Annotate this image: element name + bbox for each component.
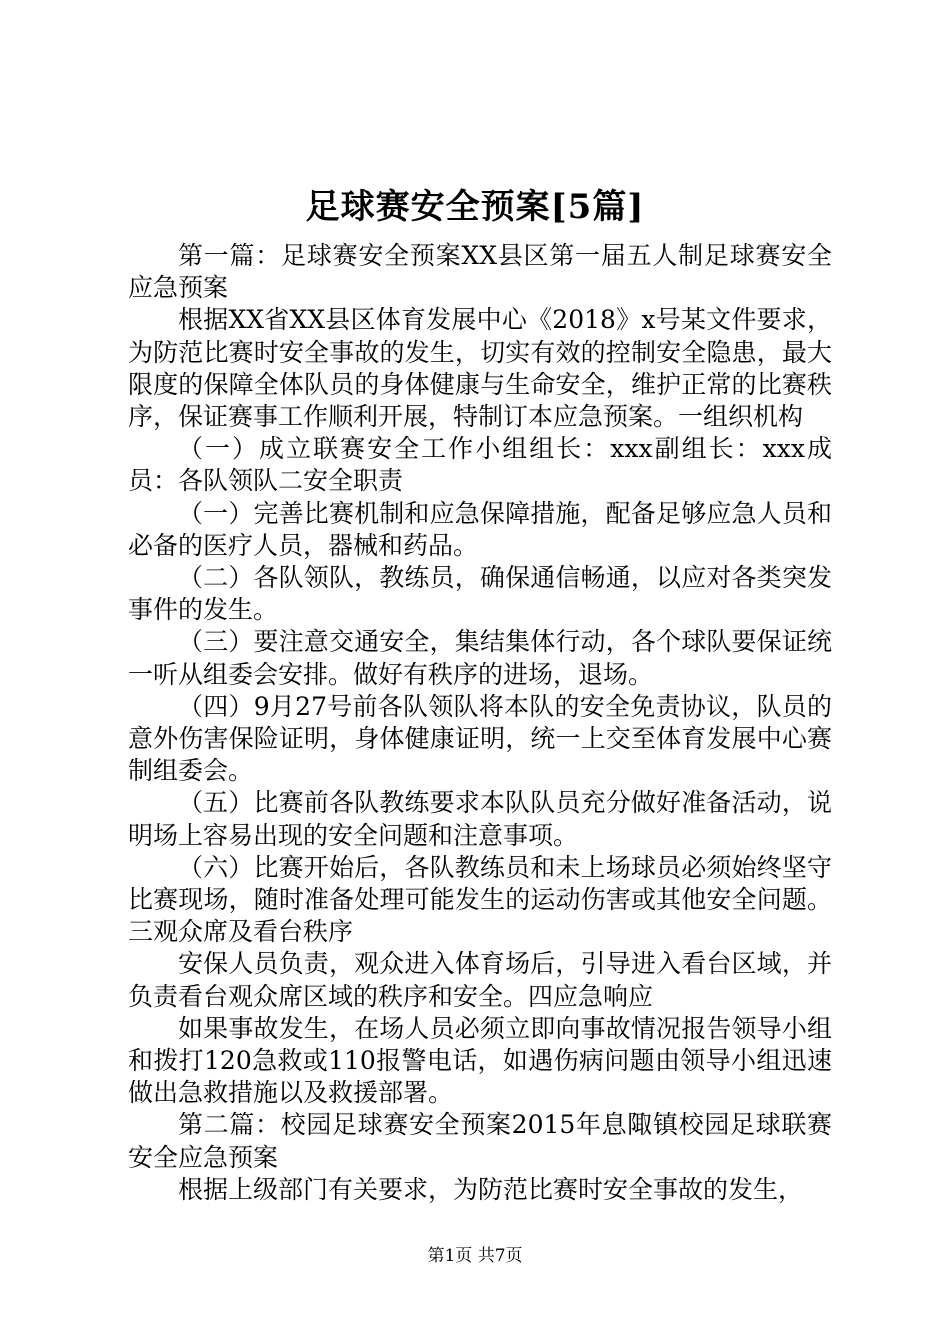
paragraph-7: （四）9月27号前各队领队将本队的安全免责协议，队员的意外伤害保险证明，身体健康证明，统一上交至体育发展中心赛制组委会。 [128,691,832,786]
page-footer: 第1页 共7页 [427,1246,523,1266]
paragraph-4: （一）完善比赛机制和应急保障措施，配备足够应急人员和必备的医疗人员，器械和药品。 [128,498,832,560]
paragraph-13: 根据上级部门有关要求，为防范比赛时安全事故的发生， [178,1174,804,1204]
paragraph-8: （五）比赛前各队教练要求本队队员充分做好准备活动，说明场上容易出现的安全问题和注意事项。 [128,788,832,850]
paragraph-11: 如果事故发生，在场人员必须立即向事故情况报告领导小组和拨打120急救或110报警电话，如遇伤病问题由领导小组迅速做出急救措施以及救援部署。 [128,1013,832,1108]
paragraph-9: （六）比赛开始后，各队教练员和未上场球员必须始终坚守比赛现场，随时准备处理可能发生的运动伤害或其他安全问题。三观众席及看台秩序 [128,852,832,947]
paragraph-6: （三）要注意交通安全，集结集体行动，各个球队要保证统一听从组委会安排。做好有秩序的进场，退场。 [128,627,832,689]
paragraph-12: 第二篇：校园足球赛安全预案2015年息陬镇校园足球联赛安全应急预案 [128,1110,832,1172]
paragraph-3: （一）成立联赛安全工作小组组长：xxx副组长：xxx成员：各队领队二安全职责 [128,434,832,496]
paragraph-5: （二）各队领队，教练员，确保通信畅通，以应对各类突发事件的发生。 [128,563,832,625]
paragraph-1: 第一篇：足球赛安全预案XX县区第一届五人制足球赛安全应急预案 [128,241,832,303]
document-title: 足球赛安全预案[5篇] [305,187,645,227]
paragraph-10: 安保人员负责，观众进入体育场后，引导进入看台区域，并负责看台观众席区域的秩序和安全。四应急响应 [128,949,832,1011]
paragraph-2: 根据XX省XX县区体育发展中心《2018》x号某文件要求，为防范比赛时安全事故的发生，切实有效的控制安全隐患，最大限度的保障全体队员的身体健康与生命安全，维护正常的比赛秩序，保证赛事工作顺利开展，特制订本应急预案。一组织机构 [128,305,832,432]
document-body [128,240,832,1206]
